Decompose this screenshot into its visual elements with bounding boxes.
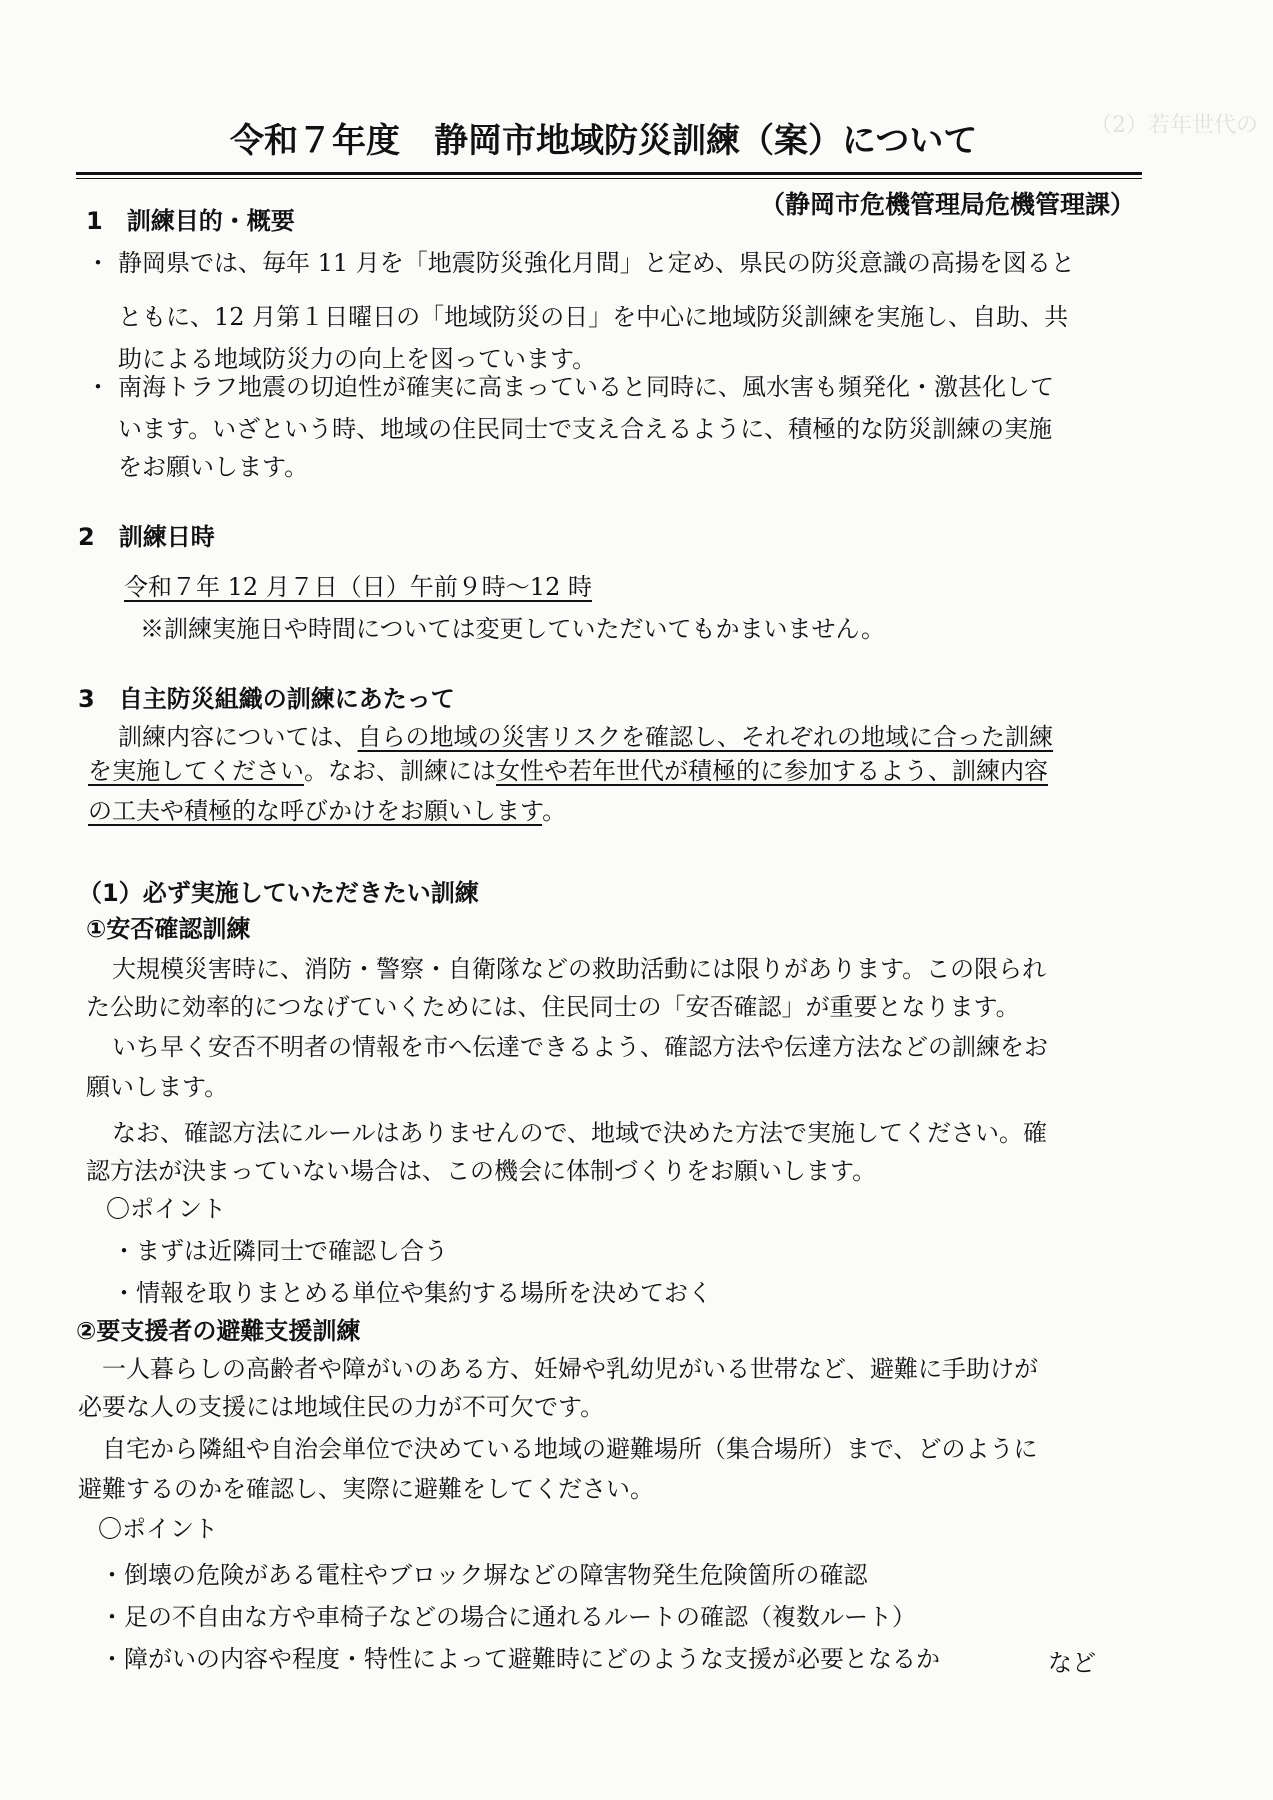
bleed-through-text: （2）若年世代の [1090, 113, 1258, 138]
t1-line2: た公助に効率的につなげていくためには、住民同士の「安否確認」が重要となります。 [86, 993, 1020, 1021]
t2-heading: ②要支援者の避難支援訓練 [76, 1317, 361, 1345]
section3-line3 [88, 796, 566, 826]
page-title: 令和７年度 静岡市地域防災訓練（案）について [230, 121, 978, 161]
section3-line3-b: 。 [542, 797, 567, 825]
section3-line1-b: 自らの地域の災害リスクを確認し、それぞれの地域に合った訓練 [357, 723, 1054, 751]
section2-heading: 2 訓練日時 [78, 523, 215, 551]
t2-line3: 自宅から隣組や自治会単位で決めている地域の避難場所（集合場所）まで、どのように [102, 1435, 1038, 1463]
section1-heading: 1 訓練目的・概要 [86, 207, 295, 235]
department-label: （静岡市危機管理局危機管理課） [760, 190, 1136, 219]
section1-p2-line3: をお願いします。 [118, 453, 309, 481]
t2-etc: など [1048, 1649, 1096, 1677]
t1-point1: ・まずは近隣同士で確認し合う [112, 1237, 448, 1265]
t1-heading: ①安否確認訓練 [86, 915, 251, 943]
bullet-2: ・ [86, 373, 110, 401]
section1-p2-line2: います。いざという時、地域の住民同士で支え合えるように、積極的な防災訓練の実施 [118, 415, 1053, 443]
t1-line4: 願いします。 [86, 1073, 229, 1101]
title-underline [76, 172, 1142, 175]
t2-line2: 必要な人の支援には地域住民の力が不可欠です。 [78, 1393, 605, 1421]
t2-point2: ・足の不自由な方や車椅子などの場合に通れるルートの確認（複数ルート） [100, 1603, 916, 1631]
t1-line5: なお、確認方法にルールはありませんので、地域で決めた方法で実施してください。確 [112, 1119, 1048, 1147]
t1-line3: いち早く安否不明者の情報を市へ伝達できるよう、確認方法や伝達方法などの訓練をお [112, 1033, 1048, 1061]
section3-line3-a: の工夫や積極的な呼びかけをお願いします [88, 797, 543, 825]
section3-line2-a: を実施してください [88, 757, 304, 785]
section1-p1-line3: 助による地域防災力の向上を図っています。 [118, 345, 597, 373]
t1-point2: ・情報を取りまとめる単位や集約する場所を決めておく [112, 1279, 712, 1307]
section3-line2-b: 。なお、訓練には [304, 757, 496, 785]
section3-line1 [118, 722, 1053, 752]
section3-heading: 3 自主防災組織の訓練にあたって [78, 685, 455, 713]
section3-line1-a: 訓練内容については、 [118, 723, 358, 751]
t1-line1: 大規模災害時に、消防・警察・自衛隊などの救助活動には限りがあります。この限られ [112, 955, 1047, 983]
t2-line4: 避難するのかを確認し、実際に避難をしてください。 [78, 1475, 654, 1503]
t2-point1: ・倒壊の危険がある電柱やブロック塀などの障害物発生危険箇所の確認 [100, 1561, 868, 1589]
t1-line6: 認方法が決まっていない場合は、この機会に体制づくりをお願いします。 [86, 1157, 877, 1185]
section1-p2-line1: 南海トラフ地震の切迫性が確実に高まっていると同時に、風水害も頻発化・激甚化して [118, 373, 1054, 401]
t2-point3: ・障がいの内容や程度・特性によって避難時にどのような支援が必要となるか [100, 1645, 940, 1673]
section1-p1-line1: 静岡県では、毎年 11 月を「地震防災強化月間」と定め、県民の防災意識の高揚を図ると [118, 249, 1075, 277]
sub1-heading: （1）必ず実施していただきたい訓練 [78, 879, 479, 907]
section3-line2 [88, 756, 1048, 786]
datetime-note: ※訓練実施日や時間については変更していただいてもかまいません。 [140, 615, 885, 643]
bullet-1: ・ [86, 249, 110, 277]
t2-line1: 一人暮らしの高齢者や障がいのある方、妊婦や乳幼児がいる世帯など、避難に手助けが [102, 1355, 1038, 1383]
t1-point-label: 〇ポイント [106, 1195, 226, 1223]
training-datetime: 令和７年 12 月７日（日）午前９時～12 時 [124, 573, 592, 601]
section3-line2-c: 女性や若年世代が積極的に参加するよう、訓練内容 [496, 757, 1048, 785]
section1-p1-line2: ともに、12 月第１日曜日の「地域防災の日」を中心に地域防災訓練を実施し、自助、共 [118, 303, 1069, 331]
t2-point-label: 〇ポイント [98, 1515, 218, 1543]
title-underline-thin [76, 178, 1142, 179]
